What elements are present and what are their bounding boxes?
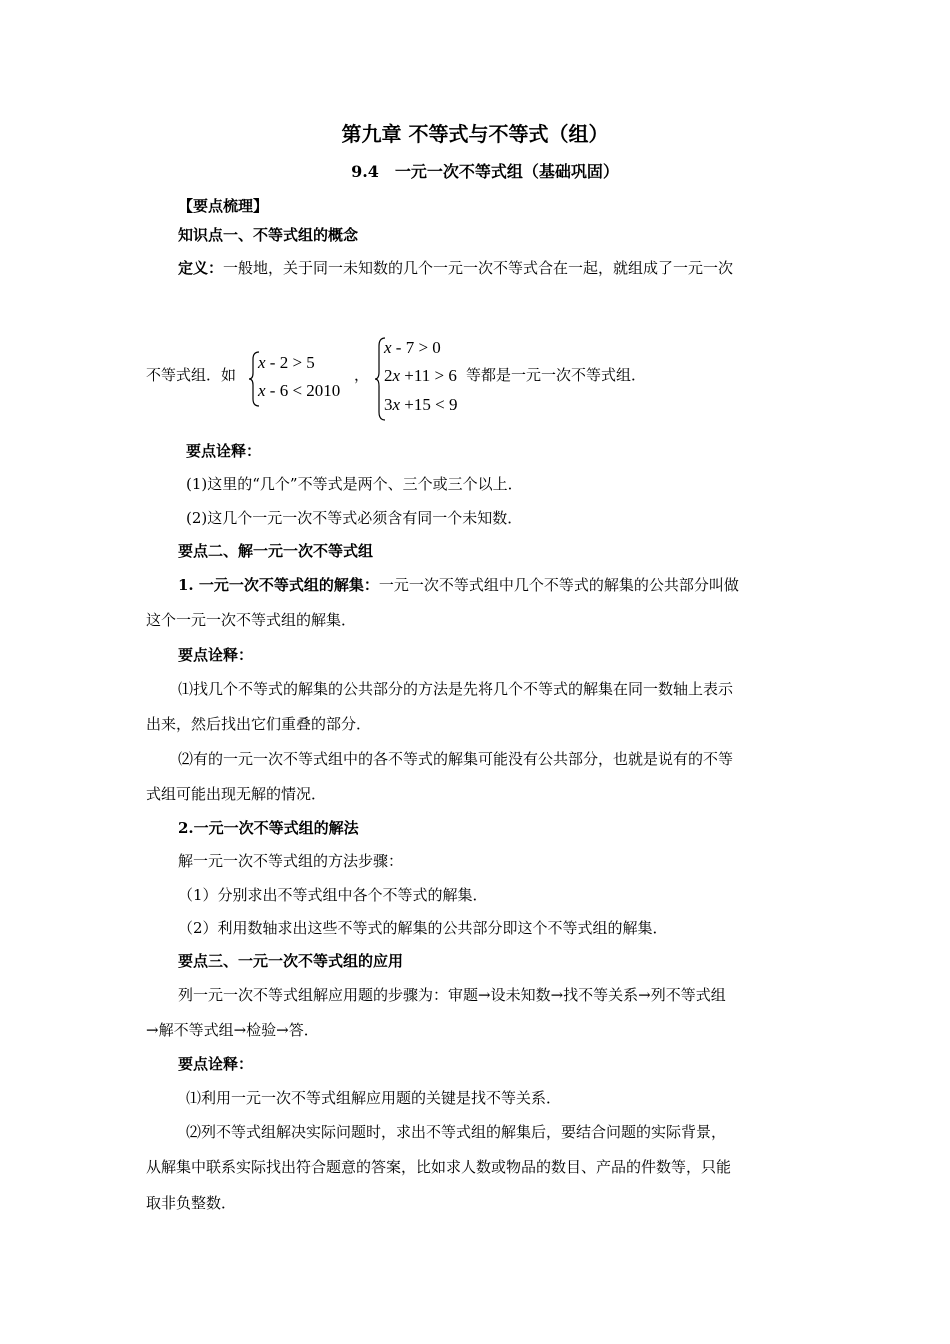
kp2-item1-line1 (178, 575, 739, 595)
definition-line1 (178, 258, 733, 278)
kp2-item2-step1: （1）分别求出不等式组中各个不等式的解集． (178, 886, 488, 904)
definition-label: 定义： (178, 259, 224, 277)
kp3-text-line2: →解不等式组→检验→答． (146, 1021, 319, 1039)
kp2-item1-label: 1. 一元一次不等式组的解集： (178, 576, 379, 594)
kp1-note-heading: 要点诠释： (186, 442, 262, 460)
definition-line2-pre: 不等式组．如 (146, 366, 237, 384)
kp3-note2-line3: 取非负整数． (146, 1194, 237, 1212)
kp3-note2-line2: 从解集中联系实际找出符合题意的答案，比如求人数或物品的数目、产品的件数等，只能 (146, 1158, 732, 1176)
kp2-note1-line2: 出来，然后找出它们重叠的部分． (146, 715, 372, 733)
system1-eq2: x - 6 < 2010 (258, 381, 341, 400)
kp2-note2-line1: ⑵有的一元一次不等式组中的各不等式的解集可能没有公共部分，也就是说有的不等 (178, 750, 734, 768)
kp3-text-line1: 列一元一次不等式组解应用题的步骤为：审题→设未知数→找不等关系→列不等式组 (178, 986, 726, 1004)
system2-eq2: 2x +11 > 6 (384, 366, 457, 385)
kp2-note-heading: 要点诠释： (178, 646, 254, 664)
chapter-title: 第九章 不等式与不等式（组） (341, 122, 609, 146)
kp2-note1-line1: ⑴找几个不等式的解集的公共部分的方法是先将几个不等式的解集在同一数轴上表示 (178, 680, 734, 698)
kp2-item2-step2: （2）利用数轴求出这些不等式的解集的公共部分即这个不等式组的解集． (178, 919, 668, 937)
kp2-note2-line2: 式组可能出现无解的情况． (146, 785, 327, 803)
kp2-heading: 要点二、解一元一次不等式组 (178, 542, 374, 560)
kp2-item2-intro: 解一元一次不等式组的方法步骤： (178, 852, 404, 870)
section-header: 【要点梳理】 (178, 197, 269, 215)
kp1-note-2: (2)这几个一元一次不等式必须含有同一个未知数． (186, 509, 523, 527)
kp2-item2-heading: 2.一元一次不等式组的解法 (178, 819, 359, 837)
comma: ， (354, 366, 370, 384)
kp2-item1-line2: 这个一元一次不等式组的解集． (146, 611, 357, 629)
definition-line2-post: 等都是一元一次不等式组． (466, 366, 647, 384)
kp3-note-heading: 要点诠释： (178, 1055, 254, 1073)
section-subtitle: 9.4 一元一次不等式组（基础巩固） (351, 162, 619, 181)
system1-eq1: x - 2 > 5 (258, 353, 315, 372)
kp3-note1: ⑴利用一元一次不等式组解应用题的关键是找不等关系． (186, 1089, 562, 1107)
definition-text: 一般地，关于同一未知数的几个一元一次不等式合在一起，就组成了一元一次 (223, 259, 734, 277)
kp1-heading: 知识点一、不等式组的概念 (178, 226, 359, 244)
system2-eq3: 3x +15 < 9 (384, 395, 458, 414)
kp3-note2-line1: ⑵列不等式组解决实际问题时，求出不等式组的解集后，要结合问题的实际背景， (186, 1123, 727, 1141)
kp2-item1-text: 一元一次不等式组中几个不等式的解集的公共部分叫做 (378, 576, 739, 594)
kp1-note-1: (1)这里的“几个”不等式是两个、三个或三个以上． (186, 475, 523, 493)
system2-eq1: x - 7 > 0 (384, 338, 441, 357)
kp3-heading: 要点三、一元一次不等式组的应用 (178, 952, 404, 970)
